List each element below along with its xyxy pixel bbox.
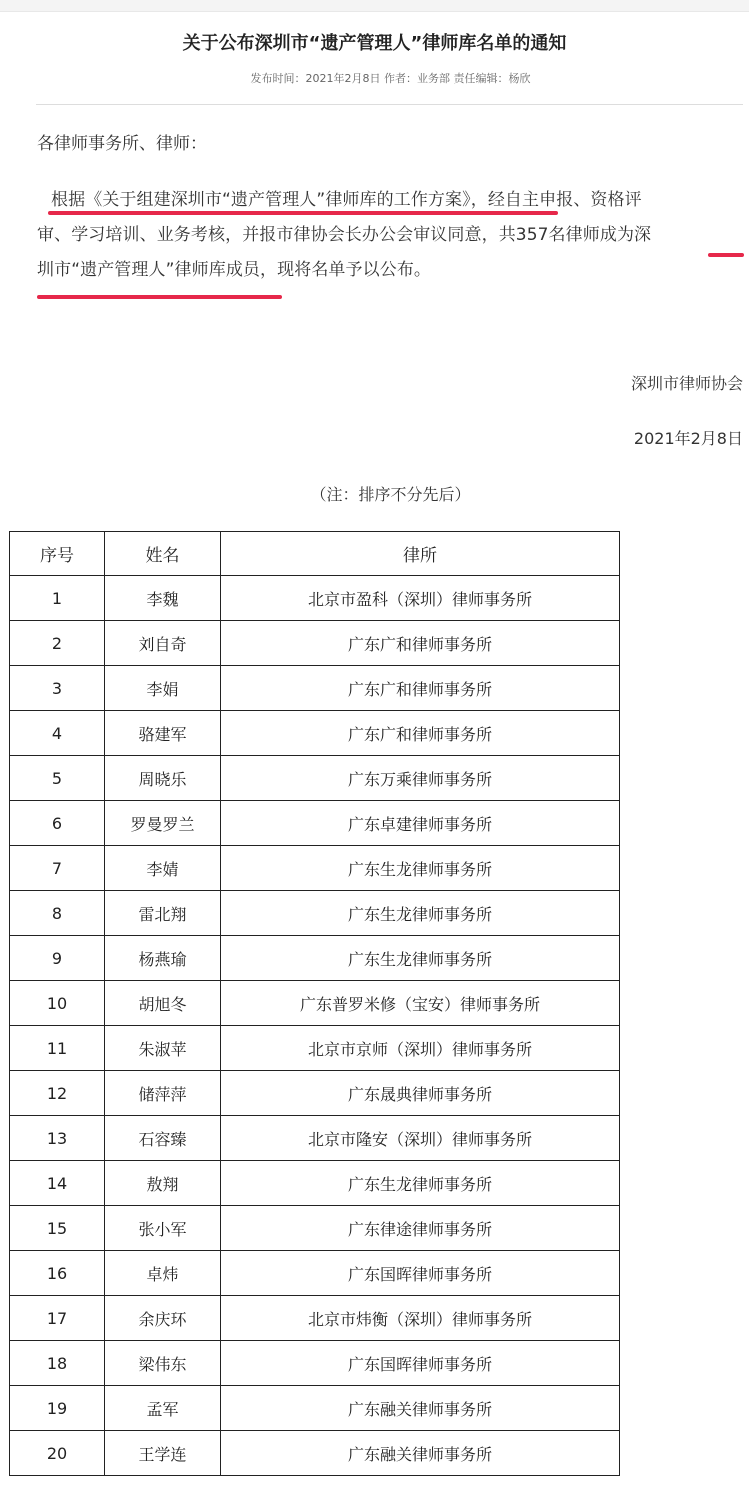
table-row (10, 1026, 620, 1071)
table-row (10, 621, 620, 666)
cell-firm: 广东生龙律师事务所 (221, 936, 620, 981)
cell-firm: 广东国晖律师事务所 (221, 1251, 620, 1296)
cell-name: 王学连 (105, 1431, 221, 1476)
cell-name: 刘自奇 (105, 621, 221, 666)
cell-firm: 广东融关律师事务所 (221, 1431, 620, 1476)
cell-name: 孟军 (105, 1386, 221, 1431)
table-row (10, 1431, 620, 1476)
signature: 深圳市律师协会 (630, 374, 743, 393)
table-row (10, 891, 620, 936)
cell-index: 19 (10, 1386, 105, 1431)
cell-index: 4 (10, 711, 105, 756)
header-divider (36, 104, 743, 105)
cell-index: 13 (10, 1116, 105, 1161)
table-row (10, 1296, 620, 1341)
cell-index: 11 (10, 1026, 105, 1071)
highlight-underline-2 (708, 253, 744, 257)
cell-index: 15 (10, 1206, 105, 1251)
cell-index: 1 (10, 576, 105, 621)
cell-firm: 广东生龙律师事务所 (221, 846, 620, 891)
cell-index: 10 (10, 981, 105, 1026)
table-row (10, 801, 620, 846)
cell-firm: 广东万乘律师事务所 (221, 756, 620, 801)
highlight-underline-1 (48, 211, 558, 215)
cell-firm: 广东广和律师事务所 (221, 621, 620, 666)
cell-firm: 广东律途律师事务所 (221, 1206, 620, 1251)
cell-firm: 北京市盈科（深圳）律师事务所 (221, 576, 620, 621)
cell-firm: 广东生龙律师事务所 (221, 1161, 620, 1206)
table-row (10, 936, 620, 981)
cell-name: 张小军 (105, 1206, 221, 1251)
cell-firm: 广东晟典律师事务所 (221, 1071, 620, 1116)
table-row (10, 756, 620, 801)
header-firm: 律所 (221, 532, 620, 576)
cell-index: 6 (10, 801, 105, 846)
cell-name: 骆建军 (105, 711, 221, 756)
table-row (10, 1161, 620, 1206)
cell-firm: 北京市京师（深圳）律师事务所 (221, 1026, 620, 1071)
cell-index: 8 (10, 891, 105, 936)
table-row (10, 576, 620, 621)
cell-index: 17 (10, 1296, 105, 1341)
table-row (10, 1251, 620, 1296)
cell-firm: 广东生龙律师事务所 (221, 891, 620, 936)
cell-index: 3 (10, 666, 105, 711)
body-line-3: 圳市“遗产管理人”律师库成员，现将名单予以公布。 (37, 260, 432, 280)
cell-name: 卓炜 (105, 1251, 221, 1296)
cell-index: 5 (10, 756, 105, 801)
lawyer-table (9, 531, 620, 1476)
table-row (10, 846, 620, 891)
cell-index: 2 (10, 621, 105, 666)
cell-index: 14 (10, 1161, 105, 1206)
cell-firm: 广东广和律师事务所 (221, 711, 620, 756)
header-index: 序号 (10, 532, 105, 576)
table-body (10, 576, 620, 1476)
article-meta: 发布时间：2021年2月8日 作者：业务部 责任编辑：杨欣 (250, 72, 531, 85)
table-row (10, 711, 620, 756)
cell-name: 杨燕瑜 (105, 936, 221, 981)
cell-index: 12 (10, 1071, 105, 1116)
cell-index: 18 (10, 1341, 105, 1386)
table-row (10, 1116, 620, 1161)
header-name: 姓名 (105, 532, 221, 576)
top-strip (0, 0, 749, 12)
body-line-2: 审、学习培训、业务考核，并报市律协会长办公会审议同意，共357名律师成为深 (37, 225, 652, 245)
cell-name: 胡旭冬 (105, 981, 221, 1026)
cell-name: 储萍萍 (105, 1071, 221, 1116)
salutation: 各律师事务所、律师： (37, 134, 207, 154)
table-row (10, 981, 620, 1026)
cell-index: 16 (10, 1251, 105, 1296)
cell-name: 朱淑苹 (105, 1026, 221, 1071)
cell-name: 雷北翔 (105, 891, 221, 936)
highlight-underline-3 (37, 295, 282, 299)
cell-name: 敖翔 (105, 1161, 221, 1206)
cell-name: 李魏 (105, 576, 221, 621)
cell-name: 石容臻 (105, 1116, 221, 1161)
table-row (10, 1386, 620, 1431)
cell-name: 李婧 (105, 846, 221, 891)
cell-firm: 广东卓建律师事务所 (221, 801, 620, 846)
table-row (10, 1341, 620, 1386)
table-row (10, 1206, 620, 1251)
cell-firm: 广东广和律师事务所 (221, 666, 620, 711)
cell-firm: 广东普罗米修（宝安）律师事务所 (221, 981, 620, 1026)
body-line-1: 根据《关于组建深圳市“遗产管理人”律师库的工作方案》，经自主申报、资格评 (51, 190, 642, 210)
article-body (37, 183, 743, 288)
cell-index: 9 (10, 936, 105, 981)
cell-firm: 广东融关律师事务所 (221, 1386, 620, 1431)
cell-name: 梁伟东 (105, 1341, 221, 1386)
cell-name: 周晓乐 (105, 756, 221, 801)
table-row (10, 1071, 620, 1116)
table-row (10, 666, 620, 711)
cell-firm: 北京市隆安（深圳）律师事务所 (221, 1116, 620, 1161)
table-header-row (10, 532, 620, 576)
cell-name: 李娟 (105, 666, 221, 711)
cell-index: 7 (10, 846, 105, 891)
cell-firm: 北京市炜衡（深圳）律师事务所 (221, 1296, 620, 1341)
cell-index: 20 (10, 1431, 105, 1476)
cell-name: 罗曼罗兰 (105, 801, 221, 846)
article-title: 关于公布深圳市“遗产管理人”律师库名单的通知 (182, 33, 567, 54)
cell-firm: 广东国晖律师事务所 (221, 1341, 620, 1386)
ordering-note: （注：排序不分先后） (310, 485, 471, 504)
issue-date: 2021年2月8日 (633, 429, 743, 448)
cell-name: 余庆环 (105, 1296, 221, 1341)
